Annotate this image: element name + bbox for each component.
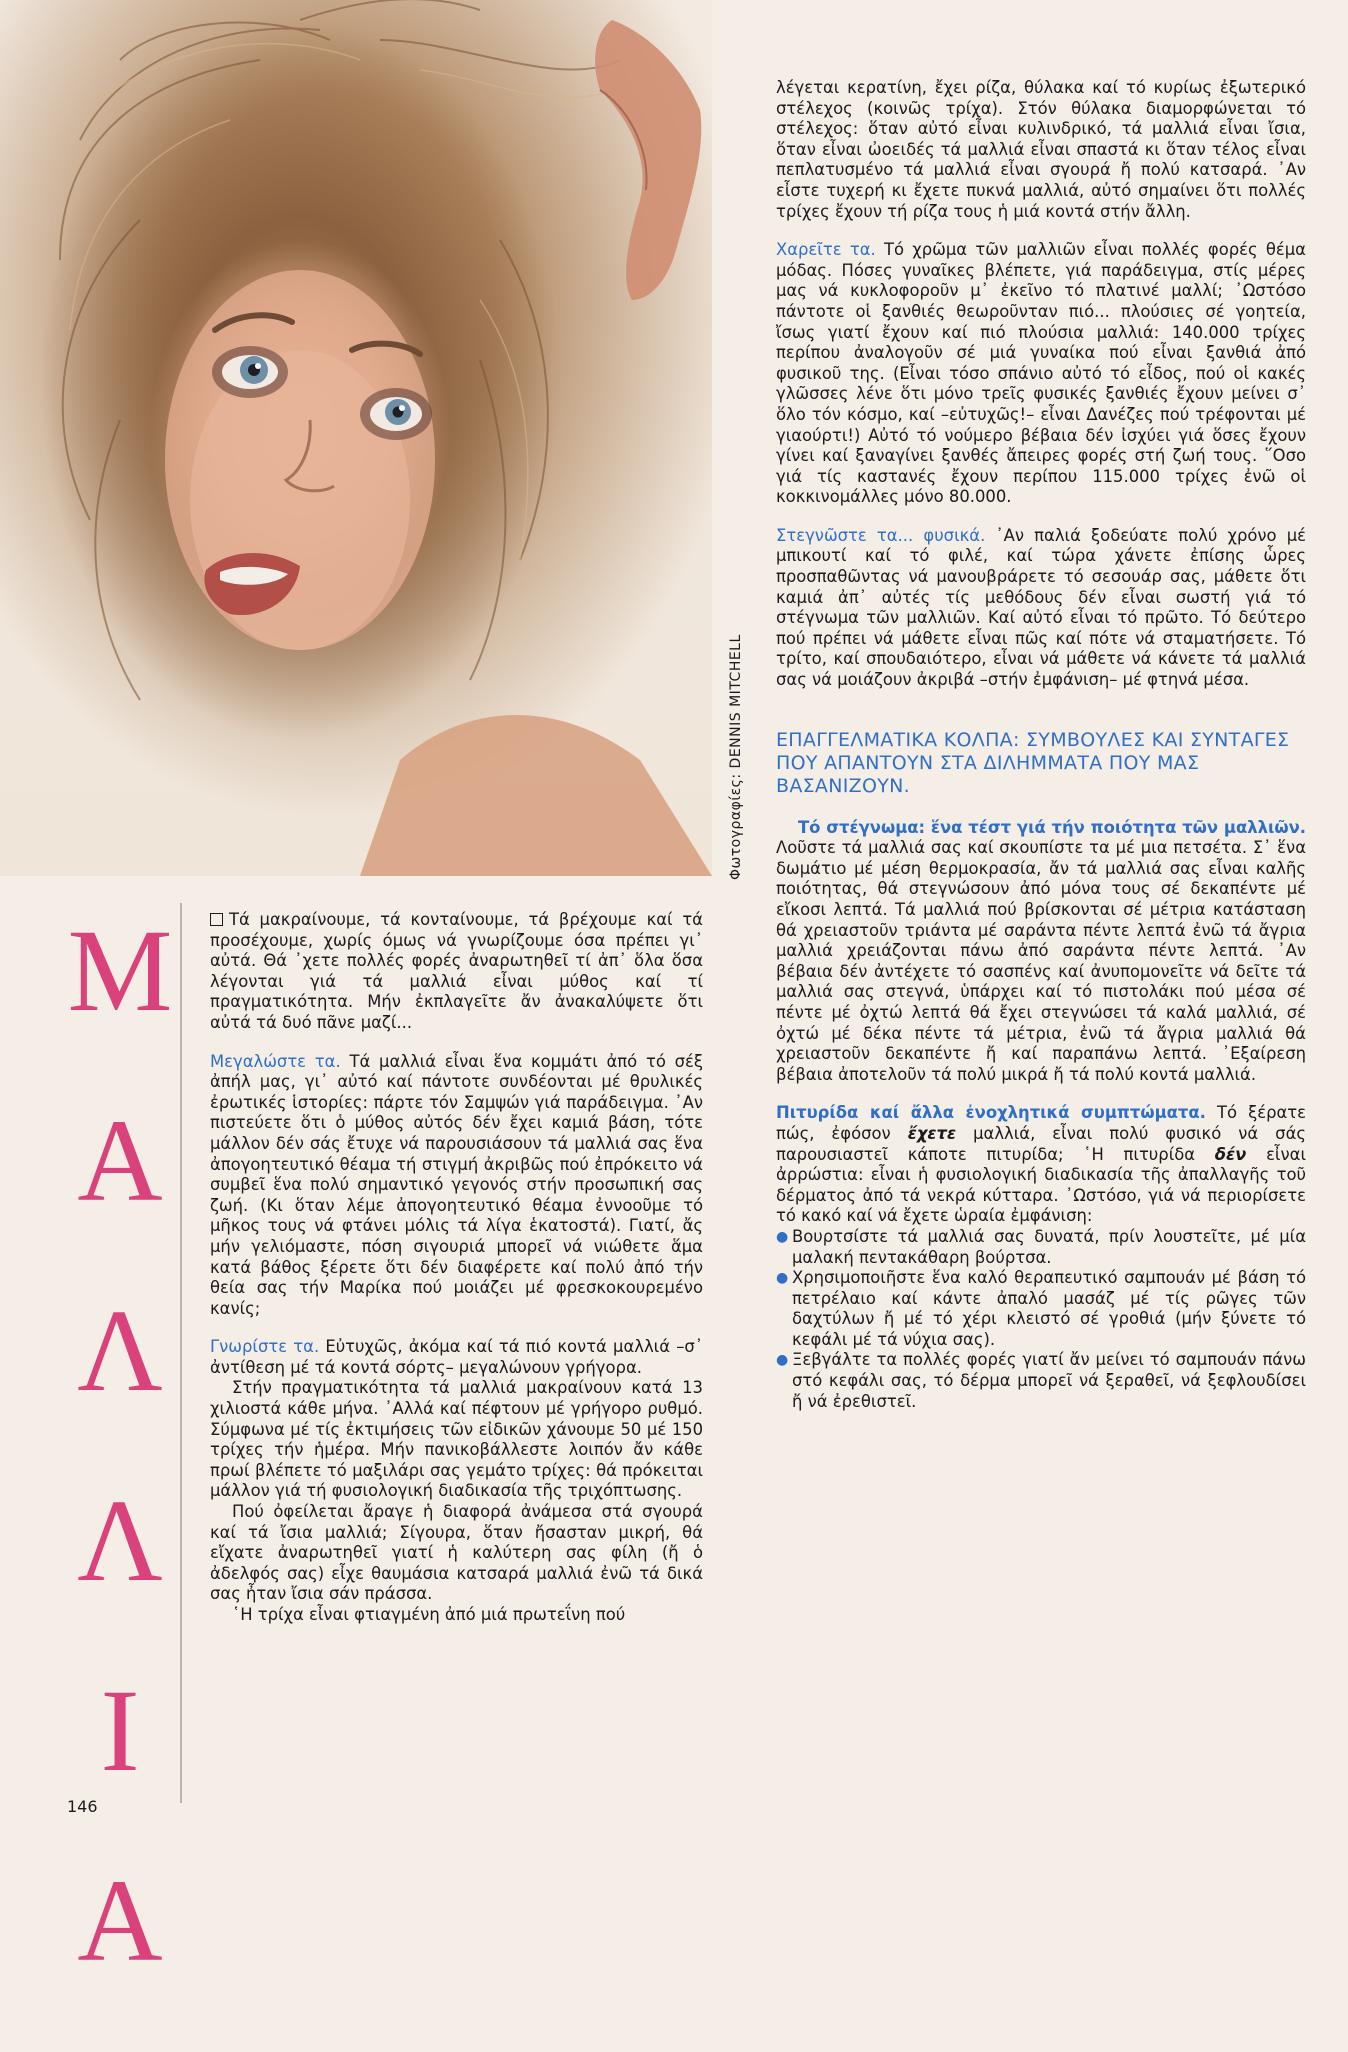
- section-lead: Χαρεῖτε τα.: [776, 240, 876, 260]
- paragraph: Στήν πραγματικότητα τά μαλλιά μακραίνουν κατά 13 χιλιοστά κάθε μήνα. ᾽Αλλά καί πέφτουν μέ γρήγορο ρυθμό. Σύμφωνα μέ τίς ἐκτιμήσεις τῶν εἰδικῶν χάνουμε 50 μέ 150 τρίχες τήν ἡμέρα. Μήν πανικοβάλλεστε λοιπόν ἄν κάθε πρωί βλέπετε τό μαξιλάρι σας γεμάτο τρίχες: θά πρόκειται μάλλον γιά τή φυσιολογική διαδικασία τῆς τριχόπτωσης.: [210, 1378, 703, 1501]
- left-column: [210, 910, 703, 1626]
- paragraph: λέγεται κερατίνη, ἔχει ρίζα, θύλακα καί τό κυρίως ἐξωτερικό στέλεχος (κοινῶς τρίχα). Στόν θύλακα διαμορφώνεται τό στέλεχος: ὅταν αὐτό εἶναι κυλινδρικό, τά μαλλιά εἶναι ἴσια, ὅταν εἶναι ὠοειδές τά μαλλιά εἶναι σπαστά κι ὅταν τέλος εἶναι πεπλατυσμένο τά μαλλιά εἶναι σγουρά ἤ πολύ κατσαρά. ᾽Αν εἶστε τυχερή κι ἔχετε πυκνά μαλλιά, αὐτό σημαίνει ὅτι πολλές τρίχες ἔχουν τή ρίζα τους ἡ μιά κοντά στήν ἄλλη.: [776, 78, 1306, 221]
- section-lead: Μεγαλώστε τα.: [210, 1051, 341, 1071]
- bullet-dot-icon: ●: [776, 1228, 789, 1245]
- paragraph: Πού ὀφείλεται ἄραγε ἡ διαφορά ἀνάμεσα στά σγουρά καί τά ἴσια μαλλιά; Σίγουρα, ὅταν ἤσασταν μικρή, θά εἴχατε ἀναρωτηθεῖ γιατί ἡ καλύτερη σας φίλη (ἤ ὁ ἀδελφός σας) εἶχε θαυμάσια κατσαρά μαλλιά ἐνῶ τά δικά σας ἦταν ἴσια σάν πράσσα.: [210, 1502, 703, 1604]
- paragraph: Στεγνῶστε τα... φυσικά. ᾽Αν παλιά ξοδεύατε πολύ χρόνο μέ μπικουτί καί τό φιλέ, καί τώρα χάνετε ἐπίσης ὧρες προσπαθῶντας νά μανουβράρετε τό σεσουάρ σας, μάθετε ὅτι καμιά ἀπ᾽ αὐτές τίς μεθόδους δέν εἶναι σωστή γιά τό στέγνωμα τῶν μαλλιῶν. Καί αὐτό εἶναι τό πρῶτο. Τό δεύτερο πού πρέπει νά μάθετε εἶναι πῶς καί πότε νά σταματήσετε. Τό τρίτο, καί σπουδαιότερο, εἶναι νά μάθετε νά κάνετε τά μαλλιά σας νά μοιάζουν ἀκριβά –στήν ἐμφάνιση– μέ φτηνά μέσα.: [776, 525, 1306, 690]
- section-lead: Τό στέγνωμα: ἕνα τέστ γιά τήν ποιότητα τῶν μαλλιῶν.: [798, 817, 1306, 837]
- title-letter: Α: [77, 1095, 163, 1226]
- column-divider: [180, 903, 182, 1803]
- paragraph: Πιτυρίδα καί ἄλλα ἐνοχλητικά συμπτώματα. Τό ξέρατε πώς, ἐφόσον ἔχετε μαλλιά, εἶναι πολύ φυσικό νά σάς παρουσιαστεῖ κάποτε πιτυρίδα; ῾Η πιτυρίδα δέν εἶναι ἀρρώστια: εἶναι ἡ φυσιολογική διαδικασία τῆς ἀπαλλαγῆς τοῦ δέρματος ἀπό τά νεκρά κύτταρα. ᾽Ωστόσο, γιά νά περιορίσετε τό κακό καί νά ἔχετε ὡραία ἐμφάνιση:: [776, 1103, 1306, 1226]
- paragraph: Χαρεῖτε τα. Τό χρῶμα τῶν μαλλιῶν εἶναι πολλές φορές θέμα μόδας. Πόσες γυναῖκες βλέπετε, γιά παράδειγμα, στίς μέρες μας νά κυκλοφοροῦν μ᾽ ἐκεῖνο τό πλατινέ μαλλί; ᾽Ωστόσο πάντοτε οἱ ξανθιές θεωροῦνταν πιό... πλούσιες σέ γοητεία, ἴσως γιατί ἔχουν καί πιό πλούσια μαλλιά: 140.000 τρίχες περίπου ἀναλογοῦν σέ μιά γυναίκα πού εἶναι ξανθιά ἀπό φυσικοῦ της. (Εἶναι τόσο σπάνιο αὐτό τό εἶδος, πού οἱ κακές γλῶσσες λένε ὅτι μόνο τρεῖς φυσικές ξανθιές ἔχουν μείνει σ᾽ ὅλο τόν κόσμο, καί –εὐτυχῶς!– εἶναι Δανέζες πού τρέφονται μέ γιαούρτι!) Αὐτό τό νούμερο βέβαια δέν ἰσχύει γιά ὅσες ἔχουν γίνει καί ξαναγίνει ξανθές ἄπειρες φορές στή ζωή τους. ῞Οσο γιά τίς καστανές ἔχουν περίπου 115.000 τρίχες ἐνῶ οἱ κοκκινομάλλες μόνο 80.000.: [776, 240, 1306, 507]
- photo-credit: Φωτογραφίες: DENNIS MITCHELL: [728, 634, 744, 880]
- list-item: ● Βουρτσίστε τά μαλλιά σας δυνατά, πρίν λουστεῖτε, μέ μία μαλακή πεντακάθαρη βούρτσα.: [776, 1226, 1306, 1267]
- title-letter: Μ: [67, 905, 173, 1036]
- bullet-dot-icon: ●: [776, 1352, 789, 1369]
- title-letter: Α: [77, 1855, 163, 1986]
- right-column: [776, 78, 1306, 1412]
- section-lead: Στεγνῶστε τα... φυσικά.: [776, 525, 986, 545]
- vertical-title: [60, 905, 180, 2052]
- paragraph: Γνωρίστε τα. Εὐτυχῶς, ἀκόμα καί τά πιό κοντά μαλλιά –σ᾽ ἀντίθεση μέ τά κοντά σόρτς– μεγαλώνουν γρήγορα.: [210, 1337, 703, 1377]
- title-letter: Λ: [77, 1285, 163, 1416]
- list-item: ● Ξεβγάλτε τα πολλές φορές γιατί ἄν μείνει τό σαμπουάν πάνω στό κεφάλι σας, τό δέρμα μπορεῖ νά ξεραθεῖ, νά ξεφλουδίσει ἤ νά ἐρεθιστεῖ.: [776, 1350, 1306, 1411]
- section-lead: Πιτυρίδα καί ἄλλα ἐνοχλητικά συμπτώματα.: [776, 1103, 1206, 1123]
- bullet-dot-icon: ●: [776, 1270, 789, 1287]
- paragraph: Τό στέγνωμα: ἕνα τέστ γιά τήν ποιότητα τῶν μαλλιῶν. Λοῦστε τά μαλλιά σας καί σκουπίστε τα μέ μια πετσέτα. Σ᾽ ἕνα δωμάτιο μέ μέση θερμοκρασία, ἄν τά μαλλιά σας εἶναι καλῆς ποιότητας, θά στεγνώσουν ἀπό μόνα τους σέ δεκαπέντε μέ εἴκοσι λεπτά. Τά μαλλιά πού βρίσκονται σέ μέτρια κατάσταση θά χρειαστοῦν τριάντα μέ σαράντα πέντε λεπτά ἐνῶ τά ἄγρια μαλλιά χρειάζονται πάνω ἀπό σαράντα πέντε λεπτά. ᾽Αν βέβαια δέν ἀντέχετε τό σασπένς καί ἀνυπομονεῖτε νά δεῖτε τά μαλλιά σας στεγνά, ὑπάρχει καί τό πιστολάκι πού μέσα σέ πέντε μέ ὀχτώ λεπτά θά ἔχει στεγνώσει τά καλά μαλλιά, σέ ὀχτώ μέ δέκα πέντε τά μέτρια, ἐνῶ τά ἄγρια μαλλιά θά χρειαστοῦν δεκαπέντε ἤ καί παραπάνω λεπτά. ᾽Εξαίρεση βέβαια ἀποτελοῦν τά πολύ μικρά ἤ τά πολύ κοντά μαλλιά.: [776, 817, 1306, 1084]
- paragraph: Μεγαλώστε τα. Τά μαλλιά εἶναι ἕνα κομμάτι ἀπό τό σέξ ἀπήλ μας, γι᾽ αὐτό καί πάντοτε συνδέονται μέ θρυλικές ἐρωτικές ἱστορίες: πάρτε τόν Σαμψών γιά παράδειγμα. ᾽Αν πιστεύετε ὅτι ὁ μύθος αὐτός δέν ἔχει καμιά βάση, τότε μάλλον δέν σάς ἔτυχε νά παρουσιάσουν τά μαλλιά σας ἕνα ἀπογοητευτικό θέαμα τή στιγμή ἀκριβῶς πού ἐπρόκειτο νά συμβεῖ ἕνα πολύ σημαντικό γεγονός στήν προσωπική σας ζωή. (Κι ὅταν λέμε ἀπογοητευτικό θέαμα ἐννοοῦμε τό μῆκος τους νά φτάνει μόλις τά λίγα ἑκατοστά). Γιατί, ἄς μήν γελιόμαστε, πόση σιγουριά μπορεῖ νά νιώθετε ἅμα κατά βάθος ξέρετε ὅτι δέν διαφέρετε καί πολύ ἀπό τήν θεία σας τήν Μαρίκα πού μοιάζει μέ φρεσκοκουρεμένο κανίς;: [210, 1051, 703, 1318]
- title-letter: Ι: [100, 1665, 140, 1796]
- intro-paragraph: Τά μακραίνουμε, τά κονταίνουμε, τά βρέχουμε καί τά προσέχουμε, χωρίς όμως νά γνωρίζουμε όσα πρέπει γι᾽ αὐτά. Θά ᾽χετε πολλές φορές ἀναρωτηθεῖ τί ἀπ᾽ ὅλα ὅσα λέγονται γιά τά μαλλιά εἶναι μύθος καί τί πραγματικότητα. Μήν ἐκπλαγεῖτε ἄν ἀνακαλύψετε ὅτι αὐτά τά δυό πᾶνε μαζί...: [210, 910, 703, 1032]
- paragraph: ῾Η τρίχα εἶναι φτιαγμένη ἀπό μιά πρωτεΐνη πού: [232, 1605, 626, 1624]
- title-letter: Λ: [77, 1475, 163, 1606]
- list-item: ● Χρησιμοποιῆστε ἕνα καλό θεραπευτικό σαμπουάν μέ βάση τό πετρέλαιο καί κάντε ἀπαλό μασάζ μέ τίς ρῶγες τῶν δαχτύλων ἤ μέ τό χέρι κλειστό σέ γροθιά (μήν ξύνετε τό κεφάλι μέ τά νύχια σας).: [776, 1268, 1306, 1349]
- checkbox-square-icon: [210, 913, 223, 926]
- portrait-photo: [0, 0, 712, 876]
- portrait-illustration: [0, 0, 712, 876]
- page-number: 146: [67, 1797, 98, 1816]
- section-lead: Γνωρίστε τα.: [210, 1337, 320, 1357]
- section-heading: ΕΠΑΓΓΕΛΜΑΤΙΚΑ ΚΟΛΠΑ: ΣΥΜΒΟΥΛΕΣ ΚΑΙ ΣΥΝΤΑΓΕΣ ΠΟΥ ΑΠΑΝΤΟΥΝ ΣΤΑ ΔΙΛΗΜΜΑΤΑ ΠΟΥ ΜΑΣ ΒΑΣΑΝΙΖΟΥΝ.: [776, 728, 1290, 797]
